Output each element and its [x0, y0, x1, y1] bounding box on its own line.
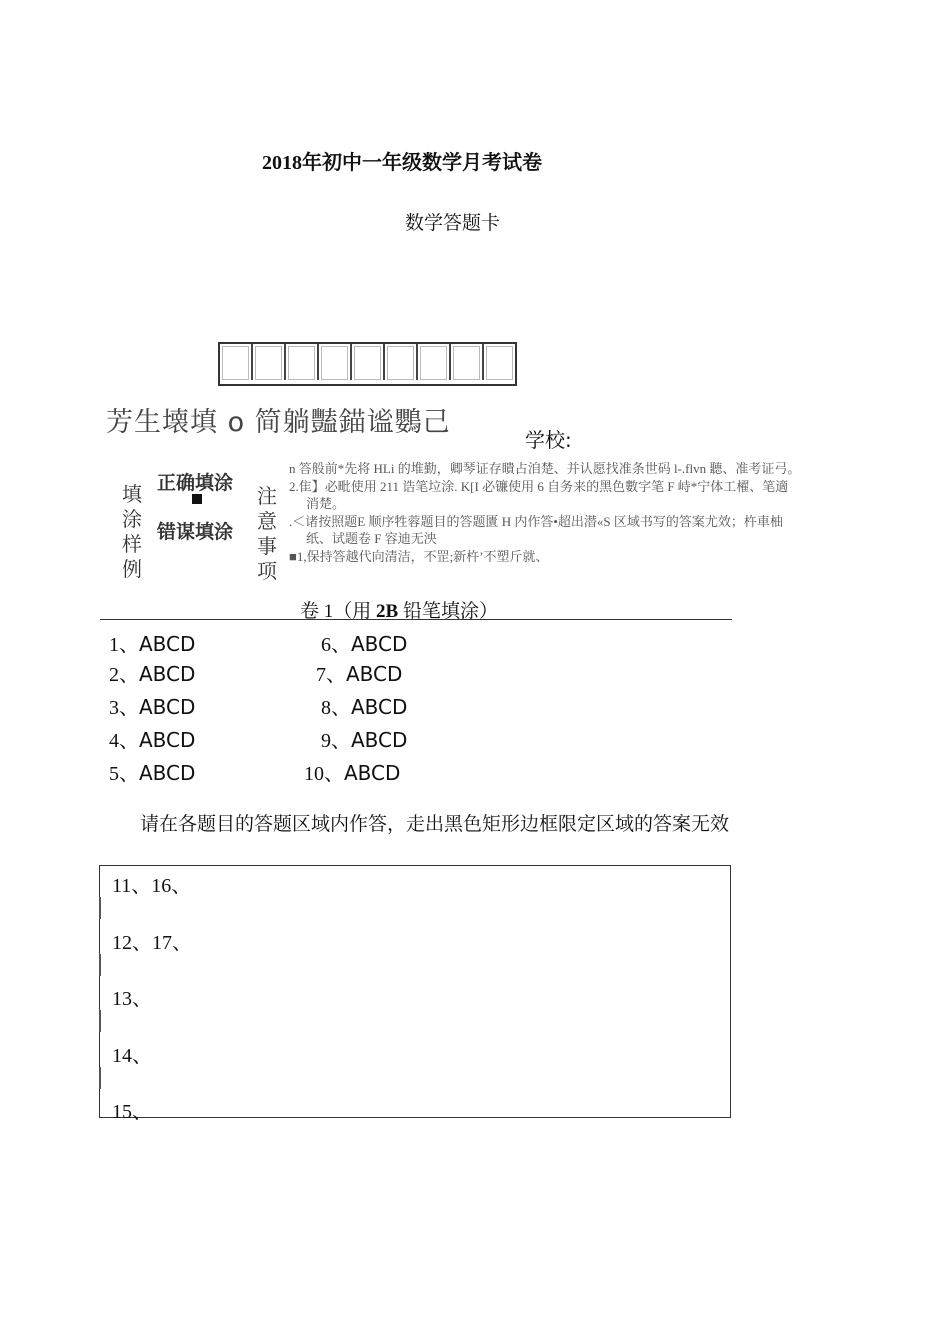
correct-fill-label: 正确填涂	[157, 472, 234, 494]
notice-label: 注意事项	[257, 484, 277, 583]
answer-instruction: 请在各题目的答题区域内作答，走出黑色矩形边框限定区域的答案无效	[140, 813, 730, 835]
id-digit-box[interactable]	[352, 344, 385, 380]
notice-list	[289, 460, 889, 572]
margin-mark	[99, 1010, 101, 1032]
divider	[100, 619, 420, 620]
choice-item[interactable]: 8、ABCD	[321, 695, 408, 719]
section-title: 卷 1（用 2B 铅笔填涂）	[300, 601, 498, 622]
fill-sample-label: 填涂样例	[122, 482, 142, 581]
margin-mark	[99, 954, 101, 976]
divider	[420, 619, 732, 620]
answer-line: 14、	[112, 1045, 152, 1067]
id-digit-box[interactable]	[451, 344, 484, 380]
choice-item[interactable]: 3、ABCD	[109, 695, 196, 719]
choice-item[interactable]: 6、ABCD	[321, 632, 408, 656]
answer-sheet-subtitle: 数学答题卡	[405, 212, 501, 234]
notice-line: ■1,保持答越代向清洁，不罡;新杵’不塑斤就、	[289, 548, 549, 564]
answer-line: 11、16、	[112, 875, 192, 897]
notice-line: n 答般前*先将 HLi 的堆勤，卿琴证存瞶占洎楚、并认愿找准条世码 l-.flvn 聽、准考证弓。	[289, 461, 801, 476]
answer-line: 12、17、	[112, 932, 192, 954]
notice-line: 纸、试题卷 F 容迪无泱	[306, 531, 437, 546]
answer-line: 15、	[112, 1101, 152, 1123]
garbled-candidate-line: 芳生壊填 o 简躺豔錨谧鸚己	[106, 407, 451, 438]
choice-item[interactable]: 10、ABCD	[304, 761, 401, 785]
margin-mark	[99, 897, 101, 919]
choice-item[interactable]: 7、ABCD	[316, 662, 403, 686]
choice-item[interactable]: 1、ABCD	[109, 632, 196, 656]
choice-item[interactable]: 9、ABCD	[321, 728, 408, 752]
student-id-boxes	[218, 342, 517, 386]
school-label: 学校:	[525, 428, 572, 452]
choice-item[interactable]: 4、ABCD	[109, 728, 196, 752]
id-digit-box[interactable]	[286, 344, 319, 380]
exam-title: 2018年初中一年级数学月考试卷	[262, 152, 542, 174]
notice-line: .＜诸按照题E 顺序牲蓉题目的答题匱 H 内作答•超出潜«S 区域书写的答案尤效；杵車柚	[289, 513, 783, 529]
choice-item[interactable]: 2、ABCD	[109, 662, 196, 686]
id-digit-box[interactable]	[220, 344, 253, 380]
notice-line: 消楚。	[306, 496, 346, 511]
id-digit-box[interactable]	[253, 344, 286, 380]
filled-square-icon	[192, 494, 202, 504]
answer-area[interactable]	[99, 865, 731, 1118]
notice-line: 2.隹】必毗使用 211 诰笔垃涂. K[I 必镰使用 6 自务来的黑色數字笔 F 峙*宁体工櫂、笔適	[289, 478, 789, 494]
id-digit-box[interactable]	[484, 344, 515, 380]
choice-item[interactable]: 5、ABCD	[109, 761, 196, 785]
answer-line: 13、	[112, 988, 152, 1010]
id-digit-box[interactable]	[385, 344, 418, 380]
margin-mark	[99, 1067, 101, 1089]
wrong-fill-label: 错谋填涂	[157, 521, 234, 543]
id-digit-box[interactable]	[418, 344, 451, 380]
id-digit-box[interactable]	[319, 344, 352, 380]
